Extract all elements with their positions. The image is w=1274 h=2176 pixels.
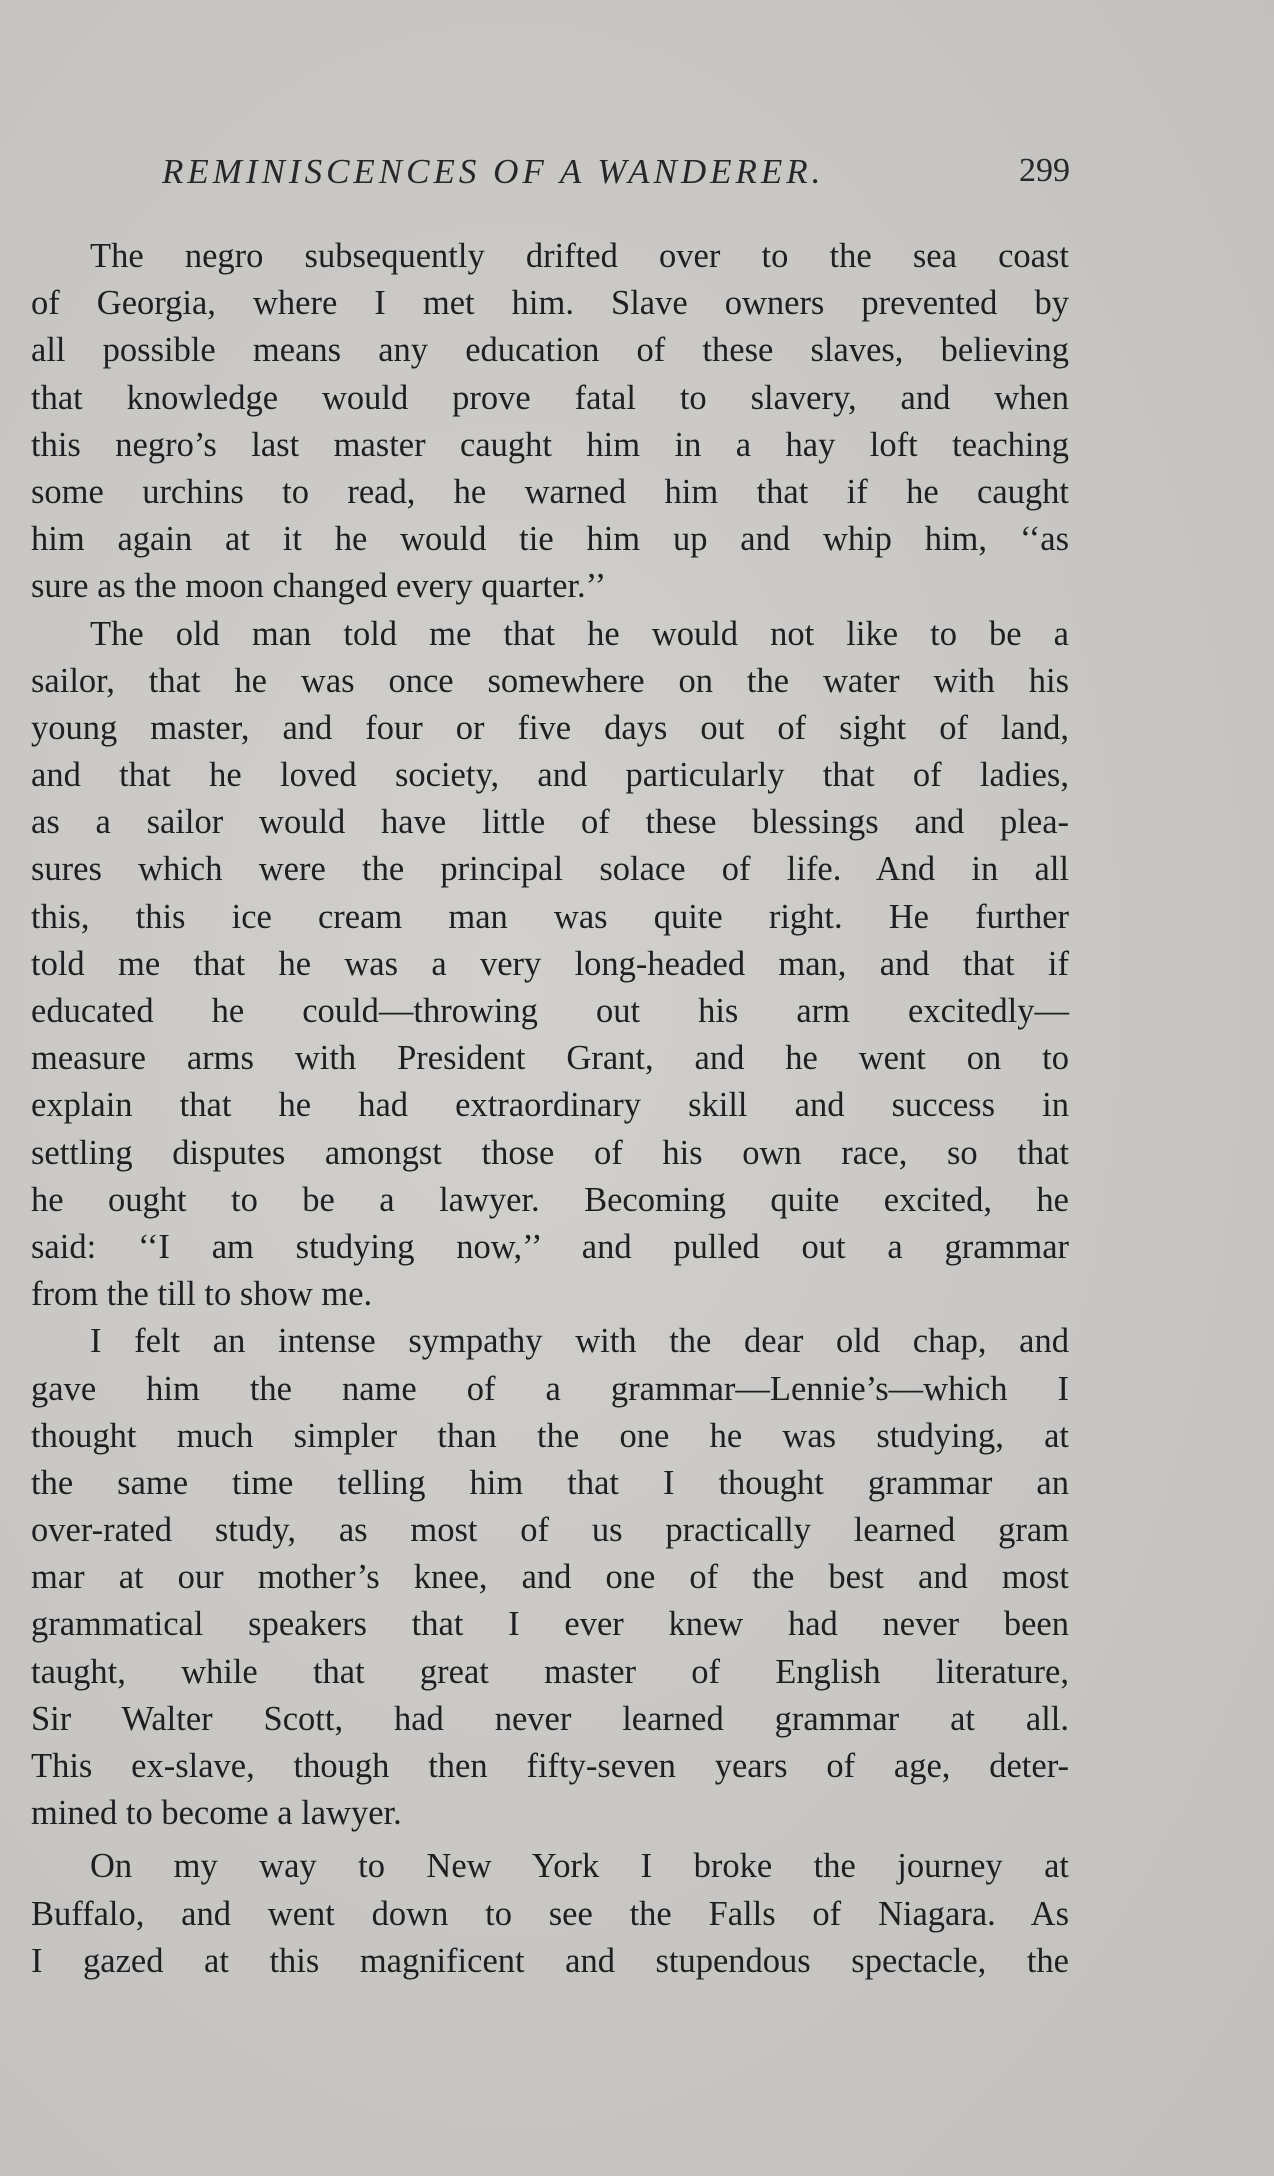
text-line: that knowledge would prove fatal to slavery, and when	[31, 378, 1069, 417]
text-line: he ought to be a lawyer. Becoming quite excited, he	[31, 1180, 1069, 1219]
text-line: all possible means any education of these slaves, believing	[31, 331, 1069, 370]
text-line: This ex-slave, though then fifty-seven years of age, deter-	[31, 1747, 1069, 1785]
running-head	[30, 152, 1070, 202]
body-text	[31, 233, 1069, 1985]
page-number: 299	[1019, 152, 1070, 189]
paragraph-3	[31, 1318, 1069, 1837]
text-line: Buffalo, and went down to see the Falls of Niagara. As	[31, 1894, 1069, 1933]
text-line: from the till to show me.	[31, 1275, 373, 1314]
text-line: gave him the name of a grammar—Lennie’s—which I	[31, 1369, 1069, 1408]
text-line: the same time telling him that I thought grammar an	[31, 1463, 1069, 1502]
text-line: grammatical speakers that I ever knew had never been	[31, 1605, 1069, 1644]
text-line: him again at it he would tie him up and whip him, ‘‘as	[31, 520, 1069, 559]
text-line: and that he loved society, and particularly that of ladies,	[31, 756, 1069, 795]
text-line: The negro subsequently drifted over to the sea coast	[90, 237, 1069, 275]
running-title: REMINISCENCES OF A WANDERER.	[162, 152, 825, 191]
text-line: sailor, that he was once somewhere on the water with his	[31, 661, 1069, 700]
text-line: mar at our mother’s knee, and one of the best and most	[31, 1558, 1069, 1597]
text-line: this negro’s last master caught him in a hay loft teaching	[31, 425, 1069, 464]
paragraph-2	[31, 611, 1069, 1319]
text-line: settling disputes amongst those of his own race, so that	[31, 1133, 1069, 1172]
text-line: over-rated study, as most of us practically learned gram	[31, 1511, 1069, 1550]
text-line: measure arms with President Grant, and he went on to	[31, 1039, 1069, 1078]
text-line: The old man told me that he would not like to be a	[90, 614, 1069, 653]
text-line: explain that he had extraordinary skill and success in	[31, 1086, 1069, 1125]
text-line: as a sailor would have little of these blessings and plea-	[31, 803, 1069, 842]
text-line: some urchins to read, he warned him that if he caught	[31, 472, 1069, 511]
text-line: I felt an intense sympathy with the dear old chap, and	[90, 1322, 1069, 1361]
paragraph-1	[31, 233, 1069, 611]
text-line: Sir Walter Scott, had never learned grammar at all.	[31, 1699, 1069, 1738]
text-line: sure as the moon changed every quarter.’’	[31, 567, 607, 606]
text-line: young master, and four or five days out of sight of land,	[31, 708, 1069, 747]
text-line: said: ‘‘I am studying now,’’ and pulled out a grammar	[31, 1227, 1069, 1266]
text-line: sures which were the principal solace of life. And in all	[31, 850, 1069, 889]
text-line: taught, while that great master of English literature,	[31, 1652, 1069, 1691]
text-line: of Georgia, where I met him. Slave owners prevented by	[31, 284, 1069, 323]
paragraph-4	[31, 1843, 1069, 1985]
text-line: mined to become a lawyer.	[31, 1794, 402, 1833]
text-line: educated he could—throwing out his arm excitedly—	[31, 992, 1069, 1030]
text-line: told me that he was a very long-headed man, and that if	[31, 944, 1069, 983]
text-line: this, this ice cream man was quite right. He further	[31, 897, 1069, 936]
text-line: I gazed at this magnificent and stupendous spectacle, the	[31, 1941, 1069, 1980]
text-line: thought much simpler than the one he was studying, at	[31, 1416, 1069, 1455]
text-line: On my way to New York I broke the journey at	[90, 1847, 1069, 1886]
